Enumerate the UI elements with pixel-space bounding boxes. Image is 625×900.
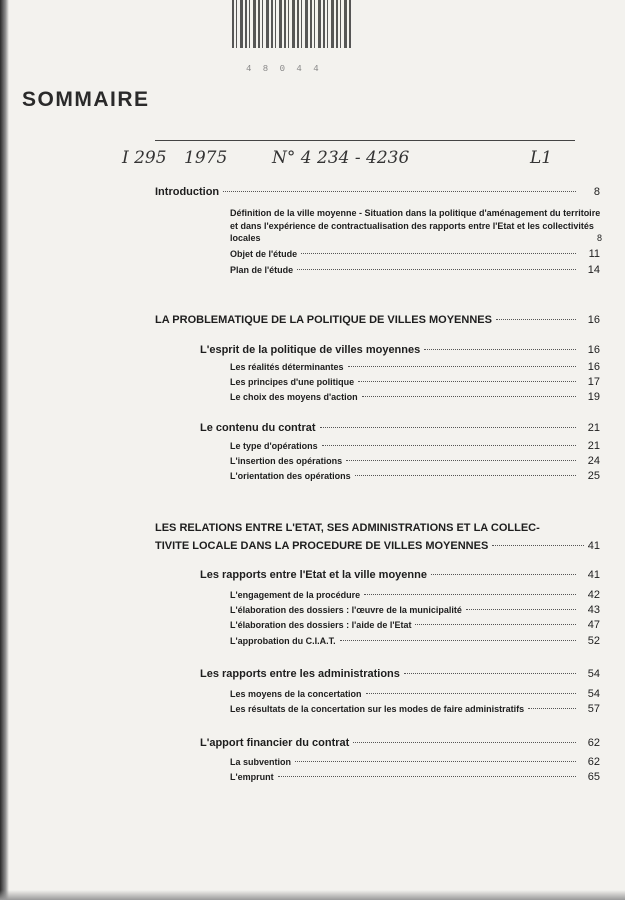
toc-page: 41 <box>587 540 600 552</box>
toc-part-2[interactable] <box>155 519 600 555</box>
toc-page: 8 <box>593 186 600 198</box>
scan-shadow-left <box>0 0 9 900</box>
toc-item[interactable] <box>230 440 600 452</box>
toc-label: Le type d'opérations <box>230 441 318 451</box>
toc-chapter-rapports-administrations[interactable] <box>200 668 600 680</box>
dot-leader <box>346 460 576 461</box>
toc-label: Les rapports entre l'Etat et la ville moyenne <box>200 569 427 581</box>
toc-item[interactable] <box>230 361 600 373</box>
handwritten-annotation <box>122 148 602 188</box>
toc-entry-objet[interactable] <box>230 248 600 260</box>
toc-label: L'élaboration des dossiers : l'aide de l'Etat <box>230 620 412 630</box>
dot-leader <box>404 673 576 674</box>
toc-label-line-2: TIVITE LOCALE DANS LA PROCEDURE DE VILLES MOYENNES <box>155 540 489 552</box>
toc-label: L'engagement de la procédure <box>230 590 361 600</box>
toc-page: 19 <box>587 391 600 403</box>
toc-item[interactable] <box>230 604 600 616</box>
toc-chapter-rapports-etat[interactable] <box>200 569 600 581</box>
toc-item[interactable] <box>230 589 600 601</box>
barcode-graphic <box>232 0 352 48</box>
dot-leader <box>362 396 576 397</box>
dot-leader <box>322 445 576 446</box>
toc-item[interactable] <box>230 470 600 482</box>
toc-label: L'insertion des opérations <box>230 456 343 466</box>
toc-page: 25 <box>587 470 600 482</box>
toc-label: Les rapports entre les administrations <box>200 668 400 680</box>
toc-page: 42 <box>587 589 600 601</box>
toc-item[interactable] <box>230 771 600 783</box>
toc-entry-introduction[interactable] <box>155 186 600 198</box>
handwritten-code: L1 <box>530 148 553 168</box>
toc-label: L'esprit de la politique de villes moyennes <box>200 344 421 356</box>
toc-page: 24 <box>587 455 600 467</box>
dot-leader <box>466 609 576 610</box>
toc-chapter-apport-financier[interactable] <box>200 737 600 749</box>
toc-entry-plan[interactable] <box>230 264 600 276</box>
handwritten-ref-1: I 295 <box>122 148 167 168</box>
toc-page: 62 <box>587 737 600 749</box>
dot-leader <box>348 366 576 367</box>
toc-label: Les résultats de la concertation sur les modes de faire administratifs <box>230 704 525 714</box>
toc-chapter-contenu[interactable] <box>200 422 600 434</box>
toc-label: Plan de l'étude <box>230 265 294 275</box>
handwritten-year: 1975 <box>184 148 228 168</box>
toc-page: 17 <box>587 376 600 388</box>
toc-label: Définition de la ville moyenne - Situation dans la politique d'aménagement du territoire et dans l'expérience de contractualisation des rapports entre l'Etat et les collectivités locales <box>230 208 601 243</box>
toc-item[interactable] <box>230 455 600 467</box>
toc-page: 54 <box>587 688 600 700</box>
toc-item[interactable] <box>230 756 600 768</box>
toc-label-line-1: LES RELATIONS ENTRE L'ETAT, SES ADMINISTRATIONS ET LA COLLEC- <box>155 522 540 534</box>
toc-page: 16 <box>587 361 600 373</box>
dot-leader <box>528 708 576 709</box>
dot-leader <box>320 427 577 428</box>
toc-page: 11 <box>588 248 600 260</box>
toc-label: L'élaboration des dossiers : l'œuvre de la municipalité <box>230 605 462 615</box>
page-title: SOMMAIRE <box>22 88 150 111</box>
toc-item[interactable] <box>230 703 600 715</box>
toc-label: LA PROBLEMATIQUE DE LA POLITIQUE DE VILLES MOYENNES <box>155 314 492 326</box>
toc-page: 57 <box>587 703 600 715</box>
toc-label: Objet de l'étude <box>230 249 298 259</box>
toc-label: L'orientation des opérations <box>230 471 351 481</box>
toc-page: 21 <box>587 440 600 452</box>
dot-leader <box>366 693 576 694</box>
toc-label: Les réalités déterminantes <box>230 362 344 372</box>
toc-chapter-esprit[interactable] <box>200 344 600 356</box>
dot-leader <box>431 574 576 575</box>
dot-leader <box>297 269 576 270</box>
toc-page: 52 <box>587 635 600 647</box>
toc-label: Les moyens de la concertation <box>230 689 362 699</box>
dot-leader <box>223 191 576 192</box>
toc-page: 41 <box>587 569 600 581</box>
dot-leader <box>364 594 576 595</box>
dot-leader <box>415 624 576 625</box>
toc-item[interactable] <box>230 619 600 631</box>
toc-item[interactable] <box>230 391 600 403</box>
toc-label: L'approbation du C.I.A.T. <box>230 636 336 646</box>
toc-page: 43 <box>587 604 600 616</box>
dot-leader <box>492 545 583 546</box>
dot-leader <box>340 640 576 641</box>
dot-leader <box>358 381 576 382</box>
toc-label: Le contenu du contrat <box>200 422 316 434</box>
dot-leader <box>301 253 576 254</box>
toc-label: L'emprunt <box>230 772 274 782</box>
toc-item[interactable] <box>230 376 600 388</box>
barcode-number: 4 8 0 4 4 <box>246 64 322 74</box>
toc-item[interactable] <box>230 635 600 647</box>
toc-page: 16 <box>587 344 600 356</box>
toc-part-1[interactable] <box>155 314 600 326</box>
toc-page: 16 <box>587 314 600 326</box>
dot-leader <box>353 742 576 743</box>
toc-page: 54 <box>587 668 600 680</box>
toc-page: 65 <box>587 771 600 783</box>
dot-leader <box>355 475 576 476</box>
toc-item[interactable] <box>230 688 600 700</box>
dot-leader <box>278 776 576 777</box>
handwritten-numbers: N° 4 234 - 4236 <box>272 148 410 168</box>
toc-label: La subvention <box>230 757 292 767</box>
header-rule <box>155 140 575 141</box>
toc-page: 8 <box>596 233 602 243</box>
dot-leader <box>496 319 576 320</box>
toc-label: Le choix des moyens d'action <box>230 392 358 402</box>
toc-page: 47 <box>587 619 600 631</box>
toc-label: Les principes d'une politique <box>230 377 355 387</box>
dot-leader <box>424 349 576 350</box>
scan-shadow-bottom <box>0 890 625 900</box>
toc-label: L'apport financier du contrat <box>200 737 350 749</box>
toc-page: 14 <box>587 264 600 276</box>
toc-entry-definition[interactable] <box>230 207 602 245</box>
toc-page: 21 <box>587 422 600 434</box>
dot-leader <box>295 761 576 762</box>
toc-label: Introduction <box>155 186 220 198</box>
toc-page: 62 <box>587 756 600 768</box>
